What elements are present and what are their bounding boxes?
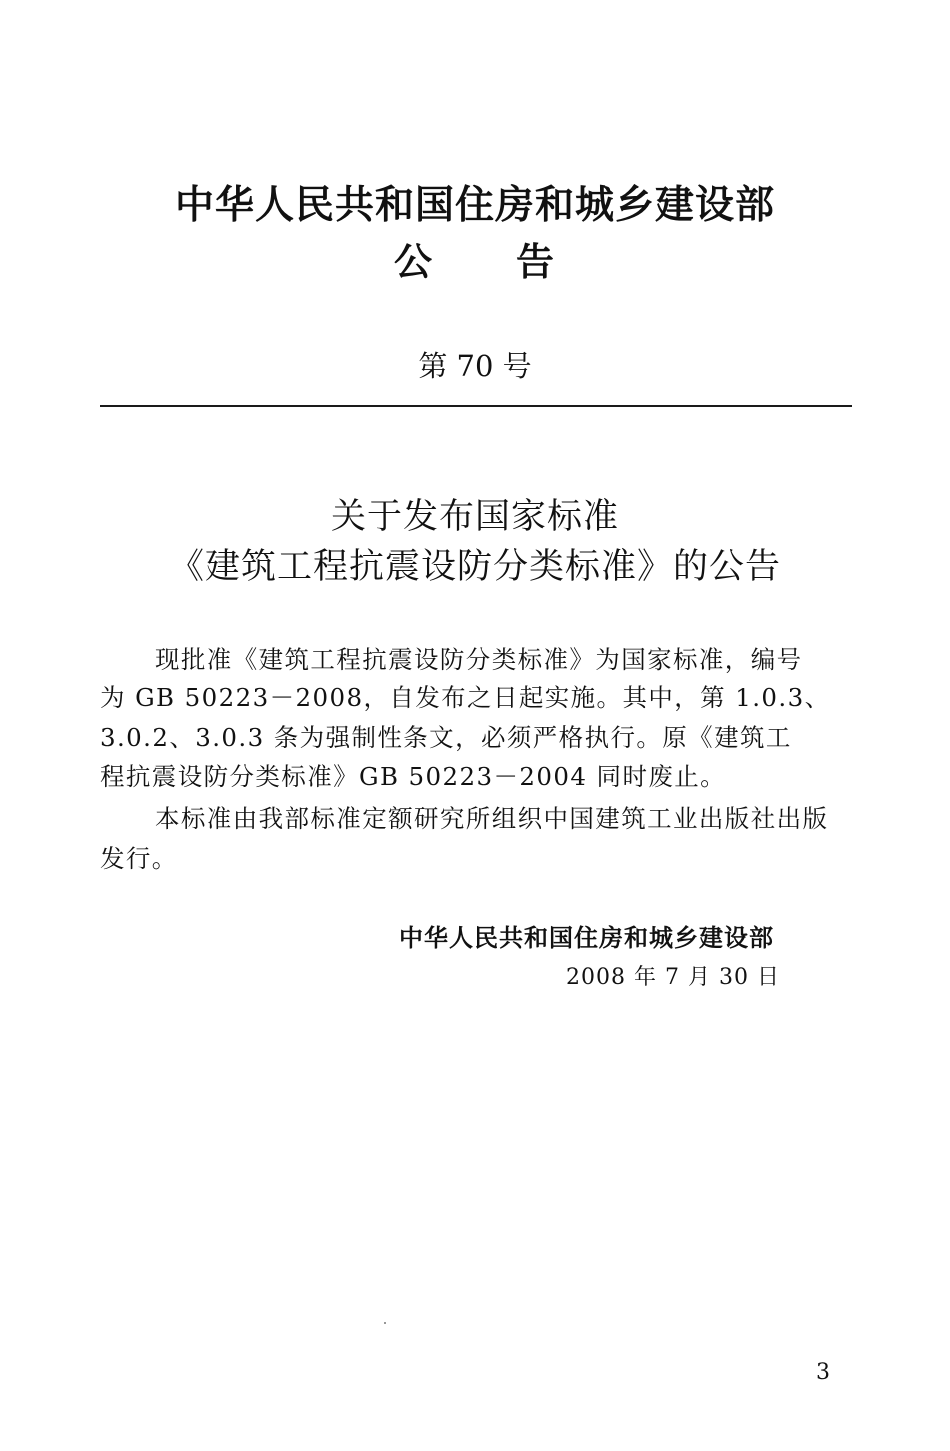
subject-line-2: 《建筑工程抗震设防分类标准》的公告 bbox=[168, 547, 781, 587]
notice-heading bbox=[0, 236, 950, 288]
header-divider bbox=[100, 405, 852, 407]
body-paragraph-1-line-1: 现批准《建筑工程抗震设防分类标准》为国家标准，编号 bbox=[155, 645, 803, 674]
page-number: 3 bbox=[816, 1360, 830, 1385]
subject-line-1: 关于发布国家标准 bbox=[330, 497, 619, 537]
body-paragraph-1-line-4: 程抗震设防分类标准》GB 50223－2004 同时废止。 bbox=[100, 762, 727, 791]
body-paragraph-2-line-2: 发行。 bbox=[100, 844, 178, 873]
notice-heading-char-2: 告 bbox=[516, 240, 557, 284]
body-paragraph-1-line-3: 3.0.2、3.0.3 条为强制性条文，必须严格执行。原《建筑工 bbox=[100, 723, 792, 752]
notice-number: 第 70 号 bbox=[418, 349, 532, 383]
notice-heading-char-1: 公 bbox=[393, 240, 434, 284]
signature-organization: 中华人民共和国住房和城乡建设部 bbox=[399, 924, 774, 952]
body-paragraph-2-line-1: 本标准由我部标准定额研究所组织中国建筑工业出版社出版 bbox=[155, 804, 829, 833]
signature-date: 2008 年 7 月 30 日 bbox=[566, 965, 780, 990]
ministry-title: 中华人民共和国住房和城乡建设部 bbox=[174, 183, 775, 228]
body-paragraph-1-line-2: 为 GB 50223－2008，自发布之日起实施。其中，第 1.0.3、 bbox=[100, 683, 831, 712]
scan-speck bbox=[384, 1322, 386, 1324]
